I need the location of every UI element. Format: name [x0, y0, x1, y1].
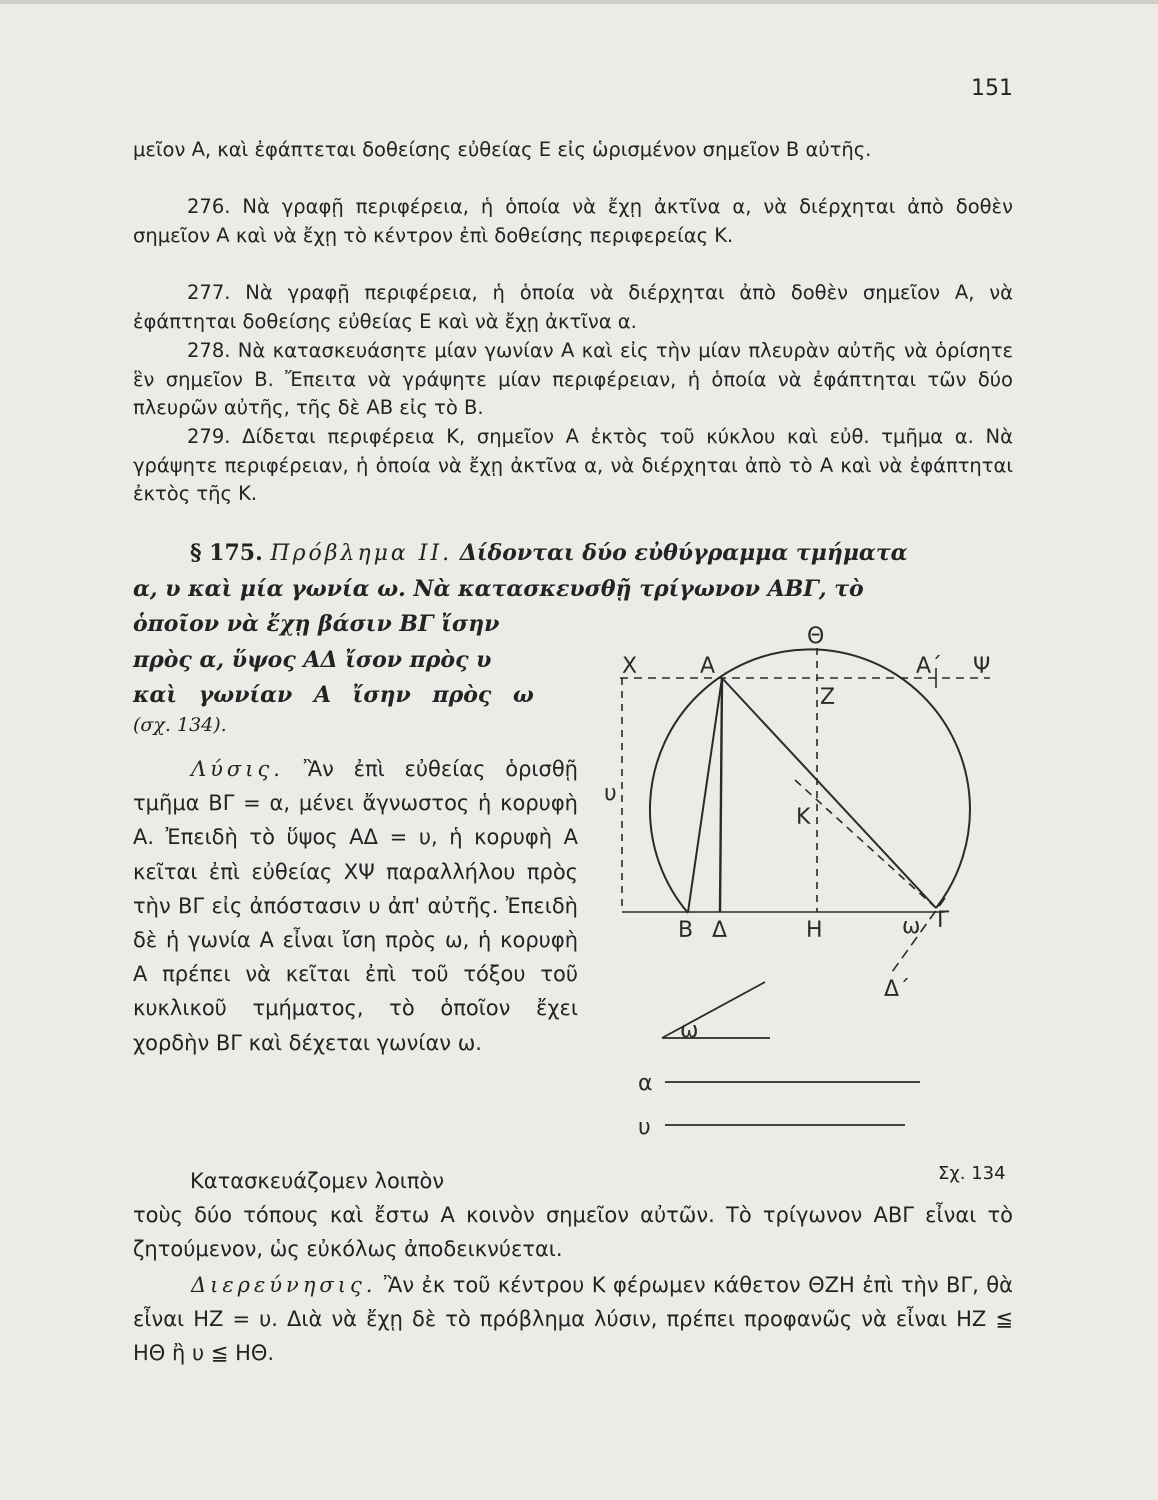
exercise-276 — [133, 193, 1013, 250]
altitude-AD — [720, 678, 722, 912]
exercise-text: Νὰ γραφῇ περιφέρεια, ἡ ὁποία νὰ διέρχηται ἀπὸ δοθὲν σημεῖον Α, νὰ ἐφάπτηται δοθείσης εὐθείας Ε καὶ νὰ ἔχῃ ἀκτῖνα α. — [133, 281, 1014, 333]
label-Gamma: Γ — [937, 908, 950, 933]
statement-line-5: καὶ γωνίαν Α ἴσην πρὸς ω — [133, 682, 534, 708]
exercise-text: Νὰ γραφῇ περιφέρεια, ἡ ὁποία νὰ ἔχῃ ἀκτῖνα α, νὰ διέρχηται ἀπὸ δοθὲν σημεῖον Α καὶ νὰ ἔχῃ τὸ κέντρον ἐπὶ δοθείσης περιφερείας Κ. — [133, 195, 1013, 247]
label-alpha-segment: α — [638, 1071, 653, 1096]
label-H: Η — [806, 918, 823, 943]
label-K: Κ — [796, 805, 811, 830]
construct-text: τοὺς δύο τόπους καὶ ἔστω Α κοινὸν σημεῖον αὐτῶν. Τὸ τρίγωνον ΑΒΓ εἶναι τὸ ζητούμενον, ὡς εὐκόλως ἀποδεικνύεται. — [133, 1203, 1013, 1262]
section-number: § 175. — [190, 540, 263, 566]
label-omega-angle: ω — [680, 1018, 699, 1043]
exercise-number: 276. — [187, 195, 231, 218]
line-KG — [795, 780, 936, 908]
statement-line-1: Δίδονται δύο εὐθύγραμμα τμήματα — [459, 540, 908, 566]
side-AB — [688, 678, 722, 912]
statement-line-3: ὁποῖον νὰ ἔχῃ βάσιν ΒΓ ἴσην — [133, 611, 500, 637]
label-X: Χ — [622, 654, 638, 679]
exercise-number: 277. — [187, 281, 231, 304]
discussion-paragraph — [133, 1268, 1013, 1371]
section-heading — [190, 535, 1013, 572]
statement-line-4: πρὸς α, ὕψος ΑΔ ἴσον πρὸς υ — [133, 647, 492, 673]
solution-text: Ἂν ἐπὶ εὐθείας ὁρισθῇ τμῆμα ΒΓ = α, μένει ἄγνωστος ἡ κορυφὴ Α. Ἐπειδὴ τὸ ὕψος ΑΔ = υ, ἡ κορυφὴ Α κεῖται ἐπὶ εὐθείας ΧΨ παραλλήλου πρὸς τὴν ΒΓ εἰς ἀπόστασιν υ ἀπ' αὐτῆς. Ἐπειδὴ δὲ ἡ γωνία Α εἶναι ἴση πρὸς ω, ἡ κορυφὴ Α πρέπει νὰ κεῖται ἐπὶ τοῦ τόξου τοῦ κυκλικοῦ τμήματος, τὸ ὁποῖον ἔχει χορδὴν ΒΓ καὶ δέχεται γωνίαν ω. — [133, 757, 578, 1055]
label-upsilon-segment: υ — [638, 1115, 651, 1140]
figure-reference: (σχ. 134). — [133, 714, 227, 736]
label-Delta: Δ — [712, 918, 728, 943]
label-omega-vertex: ω — [902, 914, 921, 939]
label-B: Β — [678, 918, 694, 943]
figure-134 — [600, 610, 1020, 1150]
side-AG — [722, 678, 936, 908]
circle-arc — [650, 649, 970, 913]
exercise-278 — [133, 337, 1013, 423]
label-A: Α — [700, 654, 716, 679]
label-Aprime: Α΄ — [916, 654, 943, 679]
discussion-text: Ἂν ἐκ τοῦ κέντρου Κ φέρωμεν κάθετον ΘΖΗ ἐπὶ τὴν ΒΓ, θὰ εἶναι ΗΖ = υ. Διὰ νὰ ἔχῃ δὲ τὸ πρόβλημα λύσιν, πρέπει προφανῶς νὰ εἶναι ΗΖ ≦ ΗΘ ἢ υ ≦ ΗΘ. — [133, 1273, 1013, 1366]
exercise-279 — [133, 423, 1013, 509]
exercise-number: 279. — [187, 425, 231, 448]
page-number: 151 — [971, 76, 1013, 101]
exercise-number: 278. — [187, 339, 231, 362]
figure-caption: Σχ. 134 — [938, 1163, 1006, 1184]
page-edge — [0, 0, 1158, 4]
label-Theta: Θ — [807, 624, 825, 649]
exercise-277 — [133, 279, 1013, 336]
section-title: Πρόβλημα ΙΙ. — [270, 541, 453, 566]
top-paragraph: μεῖον Α, καὶ ἐφάπτεται δοθείσης εὐθείας Ε εἰς ὡρισμένον σημεῖον Β αὐτῆς. — [133, 138, 872, 161]
exercise-text: Δίδεται περιφέρεια Κ, σημεῖον Α ἐκτὸς τοῦ κύκλου καὶ εὐθ. τμῆμα α. Νὰ γράψητε περιφέρειαν, ἡ ὁποία νὰ ἔχῃ ἀκτῖνα α, νὰ διέρχηται ἀπὸ τὸ Α καὶ νὰ ἐφάπτηται ἐκτὸς τῆς Κ. — [133, 425, 1013, 506]
angle-omega — [662, 982, 770, 1038]
label-Psi: Ψ — [973, 654, 991, 679]
exercise-text: Νὰ κατασκευάσητε μίαν γωνίαν Α καὶ εἰς τὴν μίαν πλευρὰν αὐτῆς νὰ ὁρίσητε ἓν σημεῖον Β. Ἔπειτα νὰ γράψητε μίαν περιφέρειαν, ἡ ὁποία νὰ ἐφάπτηται τῶν δύο πλευρῶν αὐτῆς, τῆς δὲ ΑΒ εἰς τὸ Β. — [133, 339, 1013, 420]
discussion-label: Διερεύνησις. — [191, 1273, 377, 1297]
statement-line-2: α, υ καὶ μία γωνία ω. Νὰ κατασκευσθῇ τρίγωνον ΑΒΓ, τὸ — [133, 576, 864, 602]
construct-first-line: Κατασκευάζομεν λοιπὸν — [190, 1169, 445, 1193]
label-upsilon-height: υ — [604, 781, 617, 806]
label-Z: Ζ — [820, 685, 836, 710]
solution-label: Λύσις. — [191, 757, 284, 781]
solution-paragraph — [133, 752, 578, 1060]
label-Deltaprime: Δ΄ — [884, 977, 911, 1002]
